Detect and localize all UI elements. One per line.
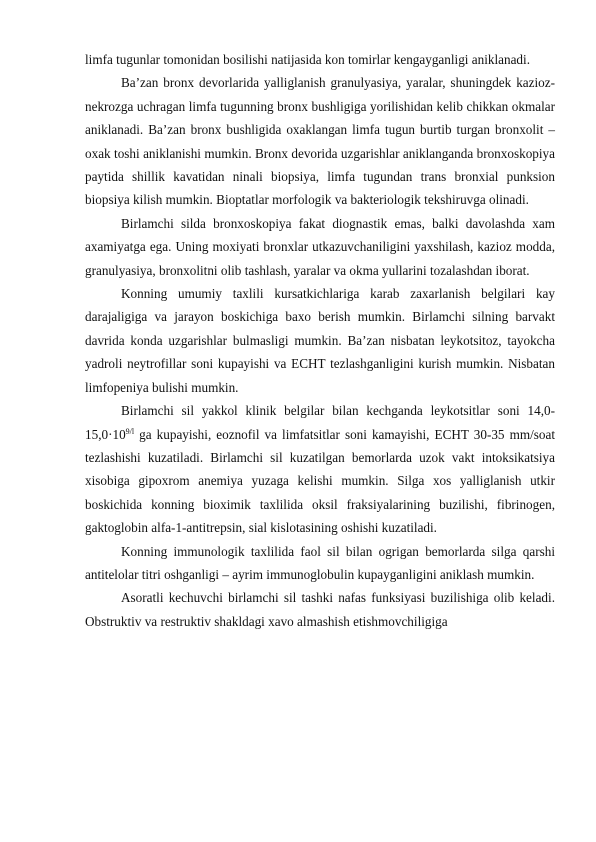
document-page [85,48,555,633]
paragraph-7: Asoratli kechuvchi birlamchi sil tashki nafas funksiyasi buzilishiga olib keladi. Obstruktiv va restruktiv shakldagi xavo almashish etishmovchiligiga [85,590,555,629]
paragraph-4: Konning umumiy taxlili kursatkichlariga karab zaxarlanish belgilari kay darajaligiga va jarayon boskichiga baxo berish mumkin. Birlamchi silning barvakt davrida konda uzgarishlar bulmasligi mumkin. Ba’zan nisbatan leykotsitoz, tayokcha yadroli neytrofillar soni kupayishi va ECHT tezlashganligini kurish mumkin. Nisbatan limfopeniya bulishi mumkin. [85,286,555,395]
paragraph-5 [85,399,555,539]
paragraph-3: Birlamchi silda bronxoskopiya fakat diognastik emas, balki davolashda xam axamiyatga ega. Uning moxiyati bronxlar utkazuvchaniligini yaxshilash, kazioz modda, granulyasiya, bronxolitni olib tashlash, yaralar va okma yullarini tozalashdan iborat. [85,215,555,278]
paragraph-1: limfa tugunlar tomonidan bosilishi natijasida kon tomirlar kengayganligi aniklanadi. [85,52,530,67]
paragraph-6: Konning immunologik taxlilida faol sil bilan ogrigan bemorlarda silga qarshi antitelolar titri oshganligi – ayrim immunoglobulin kupayganligini aniklash mumkin. [85,543,555,582]
paragraph-2: Ba’zan bronx devorlarida yalliglanish granulyasiya, yaralar, shuningdek kazioz-nekrozga uchragan limfa tugunning bronx bushligiga yorilishidan kelib chikkan okmalar aniklanadi. Ba’zan bronx bushligida oxaklangan limfa tugun burtib turgan bronxolit – oxak toshi aniklanishi mumkin. Bronx devorida uzgarishlar aniklanganda bronxoskopiya paytida shillik kavatidan ninali biopsiya, limfa tugundan trans bronxial punksion biopsiya kilish mumkin. Bioptatlar morfologik va bakteriologik tekshiruvga olinadi. [85,75,555,208]
unit-superscript: 9/l [125,426,135,436]
paragraph-5-text-start: Birlamchi sil yakkol klinik belgilar bilan kechganda leykotsitlar soni 14,0-15,0·10 [85,403,555,442]
paragraph-5-text-end: ga kupayishi, eoznofil va limfatsitlar soni kamayishi, ECHT 30-35 mm/soat tezlashishi kuzatiladi. Birlamchi sil kuzatilgan bemorlarda uzok vakt intoksikatsiya xisobiga gipoxrom anemiya yuzaga kelishi mumkin. Silga xos yalliglanish utkir boskichida konning bioximik taxlilida oksil fraksiyalarining buzilishi, fibrinogen, gaktoglobin alfa-1-antitrepsin, sial kislotasining oshishi kuzatiladi. [85,426,555,536]
